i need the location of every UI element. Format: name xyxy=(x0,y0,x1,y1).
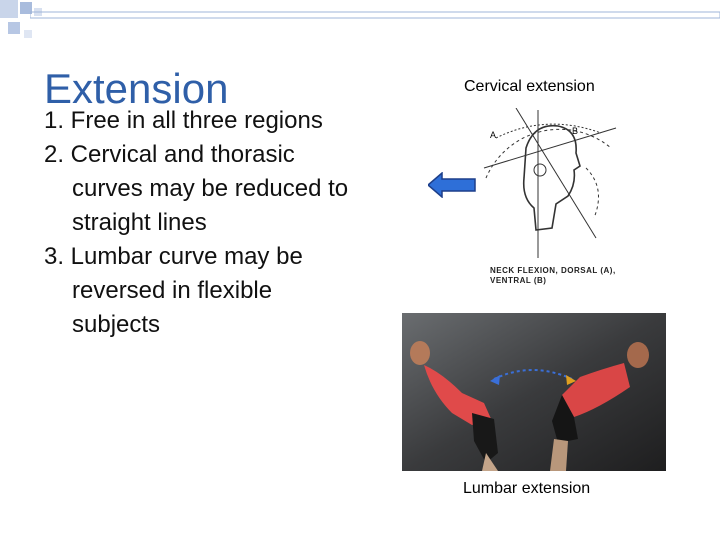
caption-line: NECK FLEXION, DORSAL (A), xyxy=(490,266,616,275)
bullet-item: 2. Cervical and thorasic curves may be reduced to straight lines xyxy=(44,141,349,236)
title-rule xyxy=(30,10,720,20)
lumbar-extension-label: Lumbar extension xyxy=(463,480,591,497)
neck-diagram-caption xyxy=(490,266,616,286)
neck-diagram xyxy=(476,108,626,258)
bullet-list xyxy=(44,104,364,342)
bullet-item: 3. Lumbar curve may be reversed in flexible subjects xyxy=(44,243,303,338)
diagram-label-b: B xyxy=(572,126,579,136)
caption-line: VENTRAL (B) xyxy=(490,276,547,285)
lumbar-extension-photo xyxy=(402,313,666,471)
slide-title: Extension xyxy=(44,65,229,112)
left-arrow-icon xyxy=(428,172,476,198)
corner-decoration xyxy=(0,0,60,50)
cervical-extension-label: Cervical extension xyxy=(464,78,595,95)
diagram-label-a: A xyxy=(490,130,497,140)
bullet-item: 1. Free in all three regions xyxy=(44,107,323,134)
